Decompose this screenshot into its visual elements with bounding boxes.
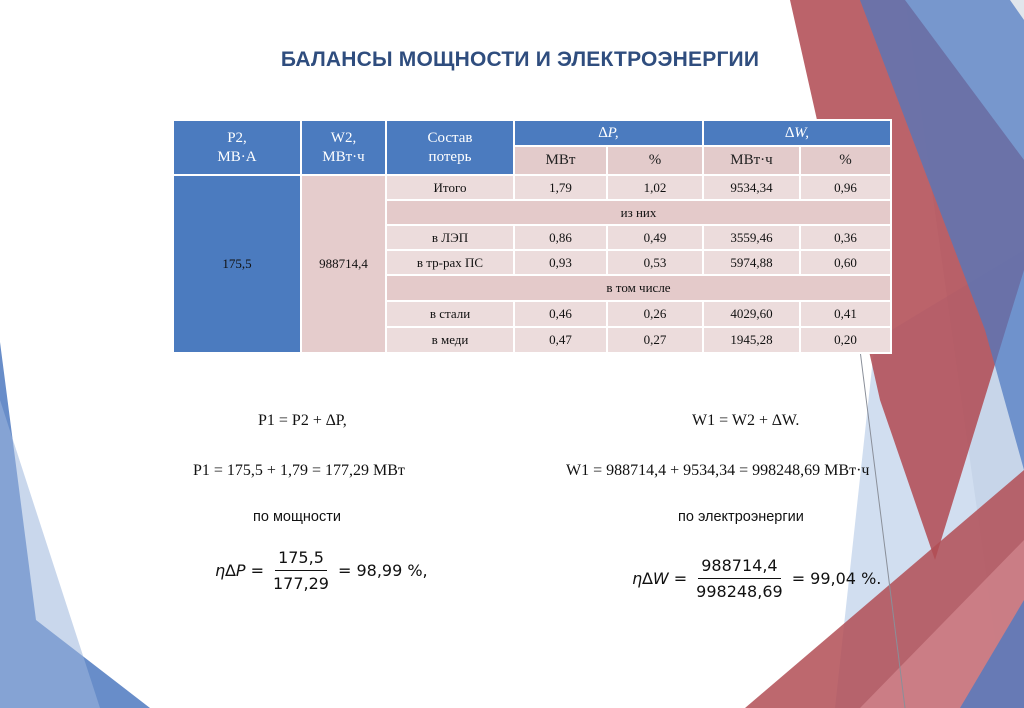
cell-dp-pct: 0,49 <box>607 225 703 250</box>
cell-dp-mw: 0,86 <box>514 225 607 250</box>
w2-value: 988714,4 <box>301 175 386 353</box>
header-w2: W2, МВт·ч <box>301 120 386 175</box>
efficiency-power <box>215 548 428 593</box>
eta-p-denominator: 177,29 <box>272 574 329 593</box>
eta-w-fraction <box>693 556 786 601</box>
header-p2: P2, МВ·А <box>173 120 301 175</box>
cell-dw-pct: 0,20 <box>800 327 891 353</box>
eta-p-fraction <box>270 548 332 593</box>
row-subheader: из них <box>386 200 891 225</box>
eta-w-denominator: 998248,69 <box>696 582 783 601</box>
cell-dw-mwh: 1945,28 <box>703 327 800 353</box>
cell-dp-mw: 0,93 <box>514 250 607 275</box>
header-dp-pct: % <box>607 146 703 175</box>
cell-dw-pct: 0,60 <box>800 250 891 275</box>
header-delta-w: ∆W, <box>703 120 891 146</box>
row-label: в тр-рах ПС <box>386 250 514 275</box>
cell-dp-pct: 0,26 <box>607 301 703 327</box>
cell-dp-pct: 1,02 <box>607 175 703 200</box>
cell-dw-pct: 0,36 <box>800 225 891 250</box>
eta-p-numerator: 175,5 <box>275 548 327 571</box>
cell-dp-mw: 0,47 <box>514 327 607 353</box>
cell-dw-pct: 0,41 <box>800 301 891 327</box>
row-label: в ЛЭП <box>386 225 514 250</box>
row-subheader: в том числе <box>386 275 891 301</box>
cell-dp-pct: 0,53 <box>607 250 703 275</box>
cell-dp-pct: 0,27 <box>607 327 703 353</box>
p2-value: 175,5 <box>173 175 301 353</box>
cell-dw-mwh: 5974,88 <box>703 250 800 275</box>
cell-dw-mwh: 9534,34 <box>703 175 800 200</box>
header-loss-composition: Состав потерь <box>386 120 514 175</box>
row-label: Итого <box>386 175 514 200</box>
caption-power: по мощности <box>253 509 341 525</box>
eta-w-result: = 99,04 %. <box>791 569 882 588</box>
eta-p-symbol: η∆P = <box>215 561 264 580</box>
eta-w-numerator: 988714,4 <box>698 556 780 579</box>
formula-w-general: W1 = W2 + ∆W. <box>692 412 800 429</box>
cell-dw-mwh: 3559,46 <box>703 225 800 250</box>
row-label: в стали <box>386 301 514 327</box>
header-dw-pct: % <box>800 146 891 175</box>
formula-p-calc: P1 = 175,5 + 1,79 = 177,29 МВт <box>193 462 405 479</box>
cell-dp-mw: 0,46 <box>514 301 607 327</box>
efficiency-energy <box>632 556 881 601</box>
header-delta-p: ∆P, <box>514 120 703 146</box>
eta-p-result: = 98,99 %, <box>337 561 428 580</box>
header-dw-mwh: МВт·ч <box>703 146 800 175</box>
row-label: в меди <box>386 327 514 353</box>
formula-p-general: P1 = P2 + ∆P, <box>258 412 347 429</box>
slide-title: БАЛАНСЫ МОЩНОСТИ И ЭЛЕКТРОЭНЕРГИИ <box>280 48 760 71</box>
cell-dp-mw: 1,79 <box>514 175 607 200</box>
caption-energy: по электроэнергии <box>678 509 804 525</box>
cell-dw-mwh: 4029,60 <box>703 301 800 327</box>
header-dp-mw: МВт <box>514 146 607 175</box>
cell-dw-pct: 0,96 <box>800 175 891 200</box>
eta-w-symbol: η∆W = <box>632 569 688 588</box>
balance-table <box>172 119 892 354</box>
formula-w-calc: W1 = 988714,4 + 9534,34 = 998248,69 МВт·ч <box>566 462 870 479</box>
